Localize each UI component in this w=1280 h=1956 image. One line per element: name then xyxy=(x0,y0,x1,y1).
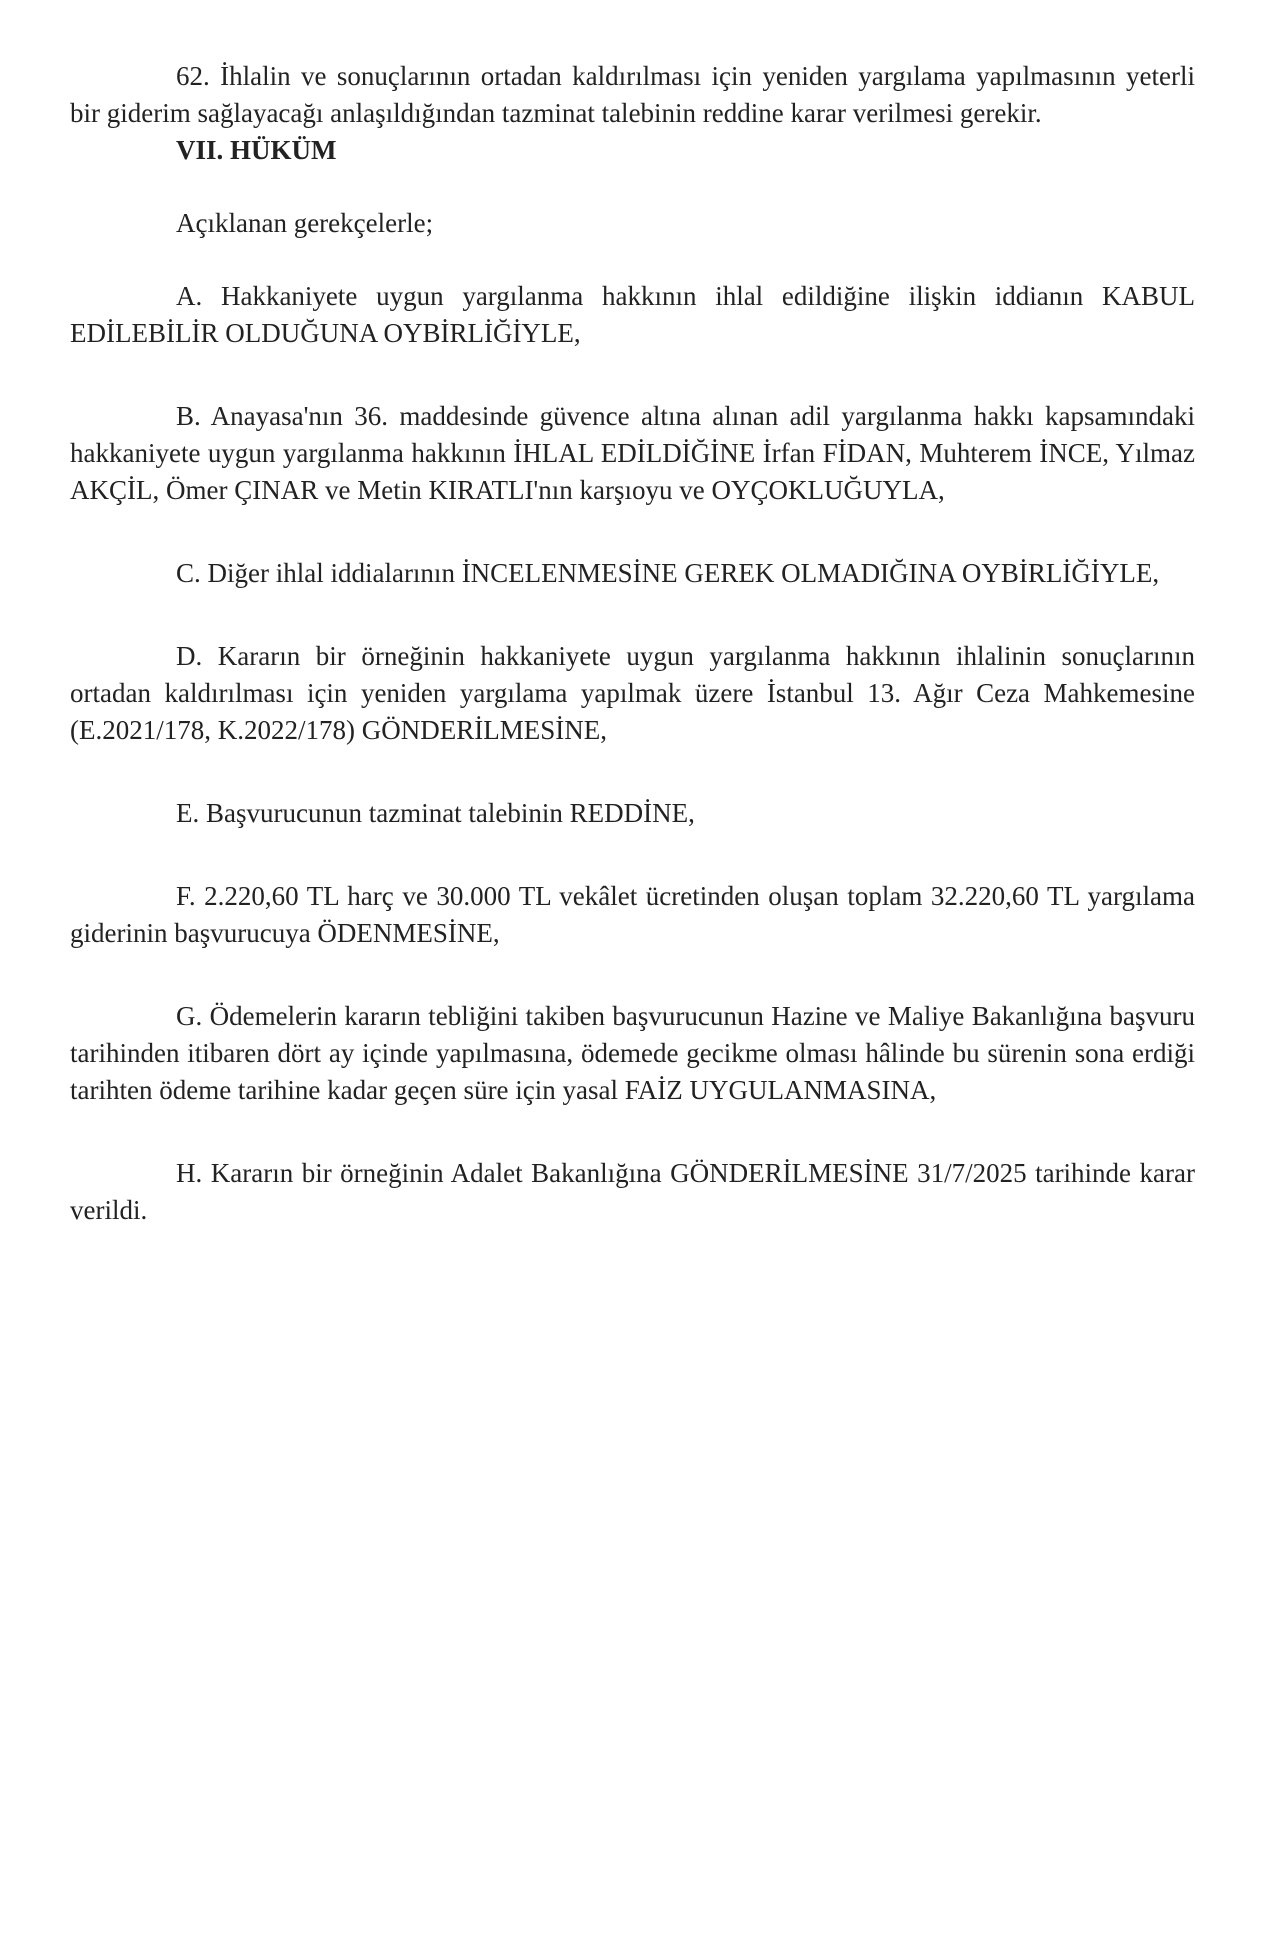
ruling-item-f: F. 2.220,60 TL harç ve 30.000 TL vekâlet ücretinden oluşan toplam 32.220,60 TL yargılama giderinin başvurucuya ÖDENMESİNE, xyxy=(70,881,1195,948)
ruling-item-g: G. Ödemelerin kararın tebliğini takiben başvurucunun Hazine ve Maliye Bakanlığına başvuru tarihinden itibaren dört ay içinde yapılmasına, ödemede gecikme olması hâlinde bu sürenin sona erdiği tarihten ödeme tarihine kadar geçen süre için yasal FAİZ UYGULANMASINA, xyxy=(70,1001,1195,1105)
ruling-item-a: A. Hakkaniyete uygun yargılanma hakkının ihlal edildiğine ilişkin iddianın KABUL EDİLEBİLİR OLDUĞUNA OYBİRLİĞİYLE, xyxy=(70,281,1195,348)
ruling-item-c: C. Diğer ihlal iddialarının İNCELENMESİNE GEREK OLMADIĞINA OYBİRLİĞİYLE, xyxy=(176,558,1160,588)
paragraph-62: 62. İhlalin ve sonuçlarının ortadan kaldırılması için yeniden yargılama yapılmasının yeterli bir giderim sağlayacağı anlaşıldığından tazminat talebinin reddine karar verilmesi gerekir. xyxy=(70,61,1195,128)
ruling-item-d: D. Kararın bir örneğinin hakkaniyete uygun yargılanma hakkının ihlalinin sonuçlarının ortadan kaldırılması için yeniden yargılama yapılmak üzere İstanbul 13. Ağır Ceza Mahkemesine (E.2021/178, K.2022/178) GÖNDERİLMESİNE, xyxy=(70,641,1195,745)
document-page xyxy=(70,58,1195,1229)
ruling-item-b: B. Anayasa'nın 36. maddesinde güvence altına alınan adil yargılanma hakkı kapsamındaki hakkaniyete uygun yargılanma hakkının İHLAL EDİLDİĞİNE İrfan FİDAN, Muhterem İNCE, Yılmaz AKÇİL, Ömer ÇINAR ve Metin KIRATLI'nın karşıoyu ve OYÇOKLUĞUYLA, xyxy=(70,401,1195,505)
section-heading-hukum: VII. HÜKÜM xyxy=(176,135,337,165)
ruling-item-h: H. Kararın bir örneğinin Adalet Bakanlığına GÖNDERİLMESİNE 31/7/2025 tarihinde karar verildi. xyxy=(70,1158,1195,1225)
ruling-item-e: E. Başvurucunun tazminat talebinin REDDİNE, xyxy=(176,798,695,828)
intro-text: Açıklanan gerekçelerle; xyxy=(176,208,434,238)
